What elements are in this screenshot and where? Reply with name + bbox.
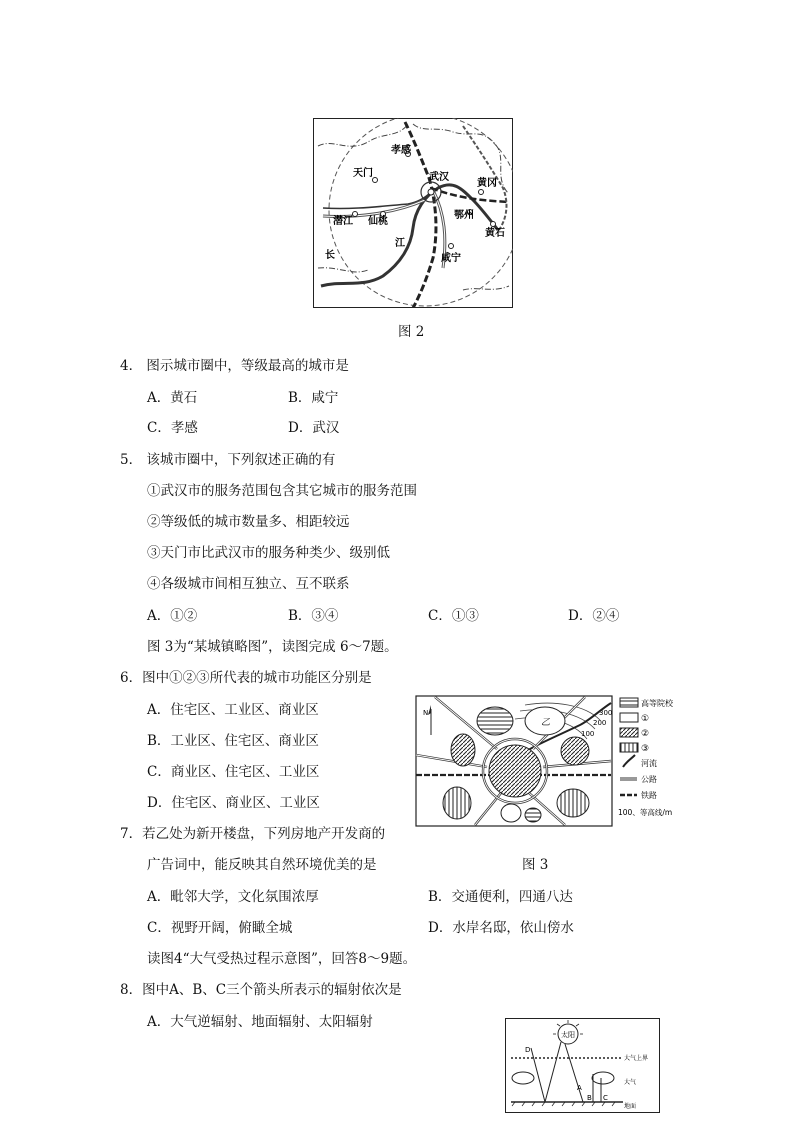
city-xiantao: 仙桃 — [368, 216, 388, 227]
town-sketch — [415, 695, 700, 830]
legend-highway: 公路 — [641, 775, 657, 784]
q6-stem: 6．图中①②③所代表的城市功能区分别是 — [120, 670, 372, 686]
contour-200: 200 — [593, 719, 607, 727]
legend-university: 高等院校 — [641, 699, 673, 708]
q4-option-d[interactable]: D．武汉 — [288, 420, 340, 436]
q8-stem: 8．图中A、B、C三个箭头所表示的辐射依次是 — [120, 982, 402, 998]
river-label-chang: 长 — [325, 250, 335, 261]
q7-stem-line-1: 7．若乙处为新开楼盘，下列房地产开发商的 — [120, 826, 386, 842]
q8-option-a[interactable]: A．大气逆辐射、地面辐射、太阳辐射 — [147, 1014, 373, 1030]
north-label: N — [423, 709, 429, 717]
city-huanggang: 黄冈 — [477, 178, 497, 189]
city-wuhan: 武汉 — [429, 172, 449, 183]
q5-option-d[interactable]: D．②④ — [568, 608, 620, 624]
city-circle-map — [313, 118, 513, 308]
legend-contour: 100、等高线/m — [618, 808, 673, 817]
top-of-atmosphere-label: 大气上界 — [624, 1055, 649, 1062]
q5-statement-2: ②等级低的城市数量多、相距较远 — [147, 514, 350, 530]
figure-2-map — [313, 118, 513, 308]
q4-option-b[interactable]: B．咸宁 — [288, 390, 339, 406]
legend-river: 河流 — [641, 759, 657, 768]
figure-2-caption: 图 2 — [398, 324, 425, 340]
q5-option-b[interactable]: B．③④ — [288, 608, 339, 624]
atmosphere-heating-diagram — [505, 1018, 660, 1113]
city-huangshi: 黄石 — [485, 228, 505, 239]
q5-statement-3: ③天门市比武汉市的服务种类少、级别低 — [147, 545, 390, 561]
legend-railway: 铁路 — [641, 791, 657, 800]
legend-zone-1: ① — [641, 714, 650, 724]
city-qianjiang: 潜江 — [333, 216, 353, 227]
q7-option-c[interactable]: C．视野开阔，俯瞰全城 — [147, 920, 293, 936]
q4-option-a[interactable]: A．黄石 — [147, 390, 198, 406]
intro-figure-3: 图 3为“某城镇略图”，读图完成 6～7题。 — [147, 639, 398, 655]
arrow-c-label: C — [603, 1094, 608, 1102]
legend-zone-3: ③ — [641, 744, 650, 754]
q5-statement-1: ①武汉市的服务范围包含其它城市的服务范围 — [147, 483, 417, 499]
intro-figure-4: 读图4“大气受热过程示意图”，回答8～9题。 — [147, 951, 417, 967]
city-xianning: 咸宁 — [441, 253, 461, 264]
q7-stem-line-2: 广告词中，能反映其自然环境优美的是 — [147, 857, 377, 873]
q7-option-a[interactable]: A．毗邻大学，文化氛围浓厚 — [147, 889, 319, 905]
contour-300: 300 — [599, 709, 613, 717]
q6-option-a[interactable]: A．住宅区、工业区、商业区 — [147, 702, 319, 718]
figure-3-caption: 图 3 — [522, 857, 549, 873]
q5-statement-4: ④各级城市间相互独立、互不联系 — [147, 576, 350, 592]
ground-label: 地面 — [624, 1103, 637, 1110]
arrow-b-label: B — [587, 1094, 592, 1102]
sun-label: 太阳 — [561, 1031, 575, 1039]
q7-option-d[interactable]: D．水岸名邸，依山傍水 — [428, 920, 574, 936]
q6-option-c[interactable]: C．商业区、住宅区、工业区 — [147, 764, 320, 780]
figure-4-atmosphere — [505, 1018, 660, 1113]
legend-zone-2: ② — [641, 729, 650, 739]
contour-100: 100 — [581, 730, 595, 738]
q4-option-c[interactable]: C．孝感 — [147, 420, 198, 436]
label-yi: 乙 — [541, 718, 551, 728]
q5-option-c[interactable]: C．①③ — [428, 608, 479, 624]
figure-3-town-map — [415, 695, 700, 830]
arrow-d-label: D — [525, 1046, 531, 1054]
city-xiaogan: 孝感 — [391, 145, 411, 156]
atmosphere-label: 大气 — [624, 1079, 637, 1086]
q6-option-d[interactable]: D．住宅区、商业区、工业区 — [147, 795, 320, 811]
city-ezhou: 鄂州 — [454, 210, 474, 221]
river-label-jiang: 江 — [395, 238, 405, 249]
q4-stem: 4． 图示城市圈中，等级最高的城市是 — [120, 358, 349, 374]
q6-option-b[interactable]: B．工业区、住宅区、商业区 — [147, 733, 319, 749]
city-tianmen: 天门 — [353, 168, 373, 179]
q5-stem: 5． 该城市圈中，下列叙述正确的有 — [120, 452, 336, 468]
q7-option-b[interactable]: B．交通便利，四通八达 — [428, 889, 573, 905]
figure-3-legend — [618, 698, 674, 817]
q5-option-a[interactable]: A．①② — [147, 608, 198, 624]
arrow-a-label: A — [577, 1084, 582, 1092]
